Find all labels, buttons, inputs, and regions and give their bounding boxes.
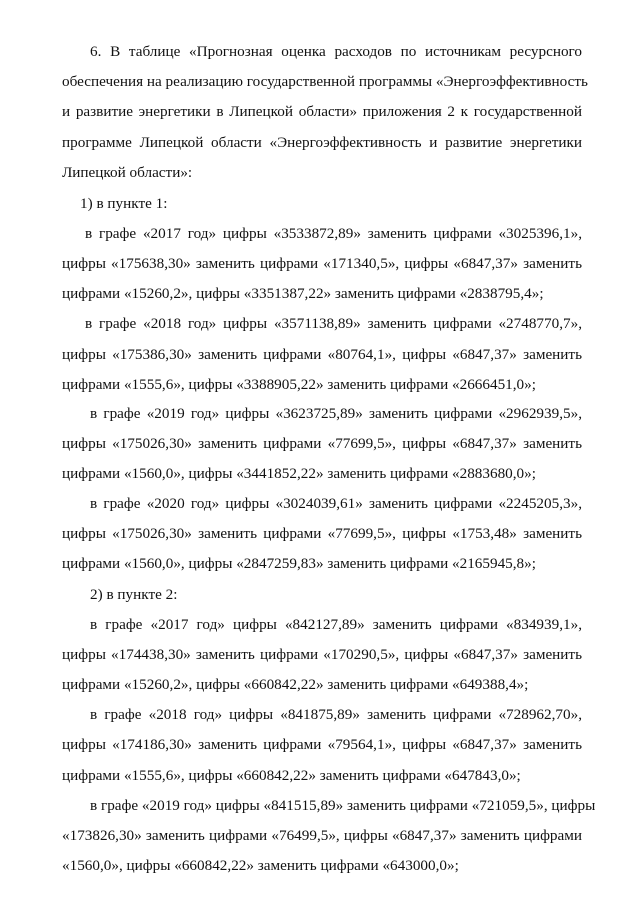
item-1-block-1-line: цифрами «15260,2», цифры «3351387,22» заменить цифрами «2838795,4»; xyxy=(62,285,544,302)
paragraph-6-line: программе Липецкой области «Энергоэффективность и развитие энергетики xyxy=(62,134,582,151)
item-1-block-4-line: цифры «175026,30» заменить цифрами «77699,5», цифры «1753,48» заменить xyxy=(62,525,582,542)
item-2-block-3-line: «1560,0», цифры «660842,22» заменить цифрами «643000,0»; xyxy=(62,857,459,874)
paragraph-6-line: 6. В таблице «Прогнозная оценка расходов по источникам ресурсного xyxy=(90,43,582,60)
paragraph-6-line: и развитие энергетики в Липецкой области» приложения 2 к государственной xyxy=(62,103,582,120)
item-1-block-1-line: цифры «175638,30» заменить цифрами «171340,5», цифры «6847,37» заменить xyxy=(62,255,582,272)
item-2-block-3-line: «173826,30» заменить цифрами «76499,5», цифры «6847,37» заменить цифрами xyxy=(62,827,582,844)
item-1-block-4-line: цифрами «1560,0», цифры «2847259,83» заменить цифрами «2165945,8»; xyxy=(62,555,536,572)
item-1-block-2-line: цифры «175386,30» заменить цифрами «80764,1», цифры «6847,37» заменить xyxy=(62,346,582,363)
item-2-block-2-line: в графе «2018 год» цифры «841875,89» заменить цифрами «728962,70», xyxy=(90,706,582,723)
item-1-block-1-line: в графе «2017 год» цифры «3533872,89» заменить цифрами «3025396,1», xyxy=(85,225,582,242)
item-1-block-3-line: цифрами «1560,0», цифры «3441852,22» заменить цифрами «2883680,0»; xyxy=(62,465,536,482)
item-2-block-2-line: цифрами «1555,6», цифры «660842,22» заменить цифрами «647843,0»; xyxy=(62,767,521,784)
item-2-block-2-line: цифры «174186,30» заменить цифрами «79564,1», цифры «6847,37» заменить xyxy=(62,736,582,753)
item-1-block-4-line: в графе «2020 год» цифры «3024039,61» заменить цифрами «2245205,3», xyxy=(90,495,582,512)
item-2-block-1-line: в графе «2017 год» цифры «842127,89» заменить цифрами «834939,1», xyxy=(90,616,582,633)
item-1-heading: 1) в пункте 1: xyxy=(80,195,168,212)
item-1-block-2-line: цифрами «1555,6», цифры «3388905,22» заменить цифрами «2666451,0»; xyxy=(62,376,536,393)
item-1-block-3-line: в графе «2019 год» цифры «3623725,89» заменить цифрами «2962939,5», xyxy=(90,405,582,422)
item-2-block-1-line: цифры «174438,30» заменить цифрами «170290,5», цифры «6847,37» заменить xyxy=(62,646,582,663)
item-1-block-3-line: цифры «175026,30» заменить цифрами «77699,5», цифры «6847,37» заменить xyxy=(62,435,582,452)
item-2-block-1-line: цифрами «15260,2», цифры «660842,22» заменить цифрами «649388,4»; xyxy=(62,676,529,693)
paragraph-6-line: обеспечения на реализацию государственной программы «Энергоэффективность xyxy=(62,73,588,90)
item-2-heading: 2) в пункте 2: xyxy=(90,586,178,603)
paragraph-6-line: Липецкой области»: xyxy=(62,164,193,181)
item-2-block-3-line: в графе «2019 год» цифры «841515,89» заменить цифрами «721059,5», цифры xyxy=(90,797,596,814)
item-1-block-2-line: в графе «2018 год» цифры «3571138,89» заменить цифрами «2748770,7», xyxy=(85,315,582,332)
